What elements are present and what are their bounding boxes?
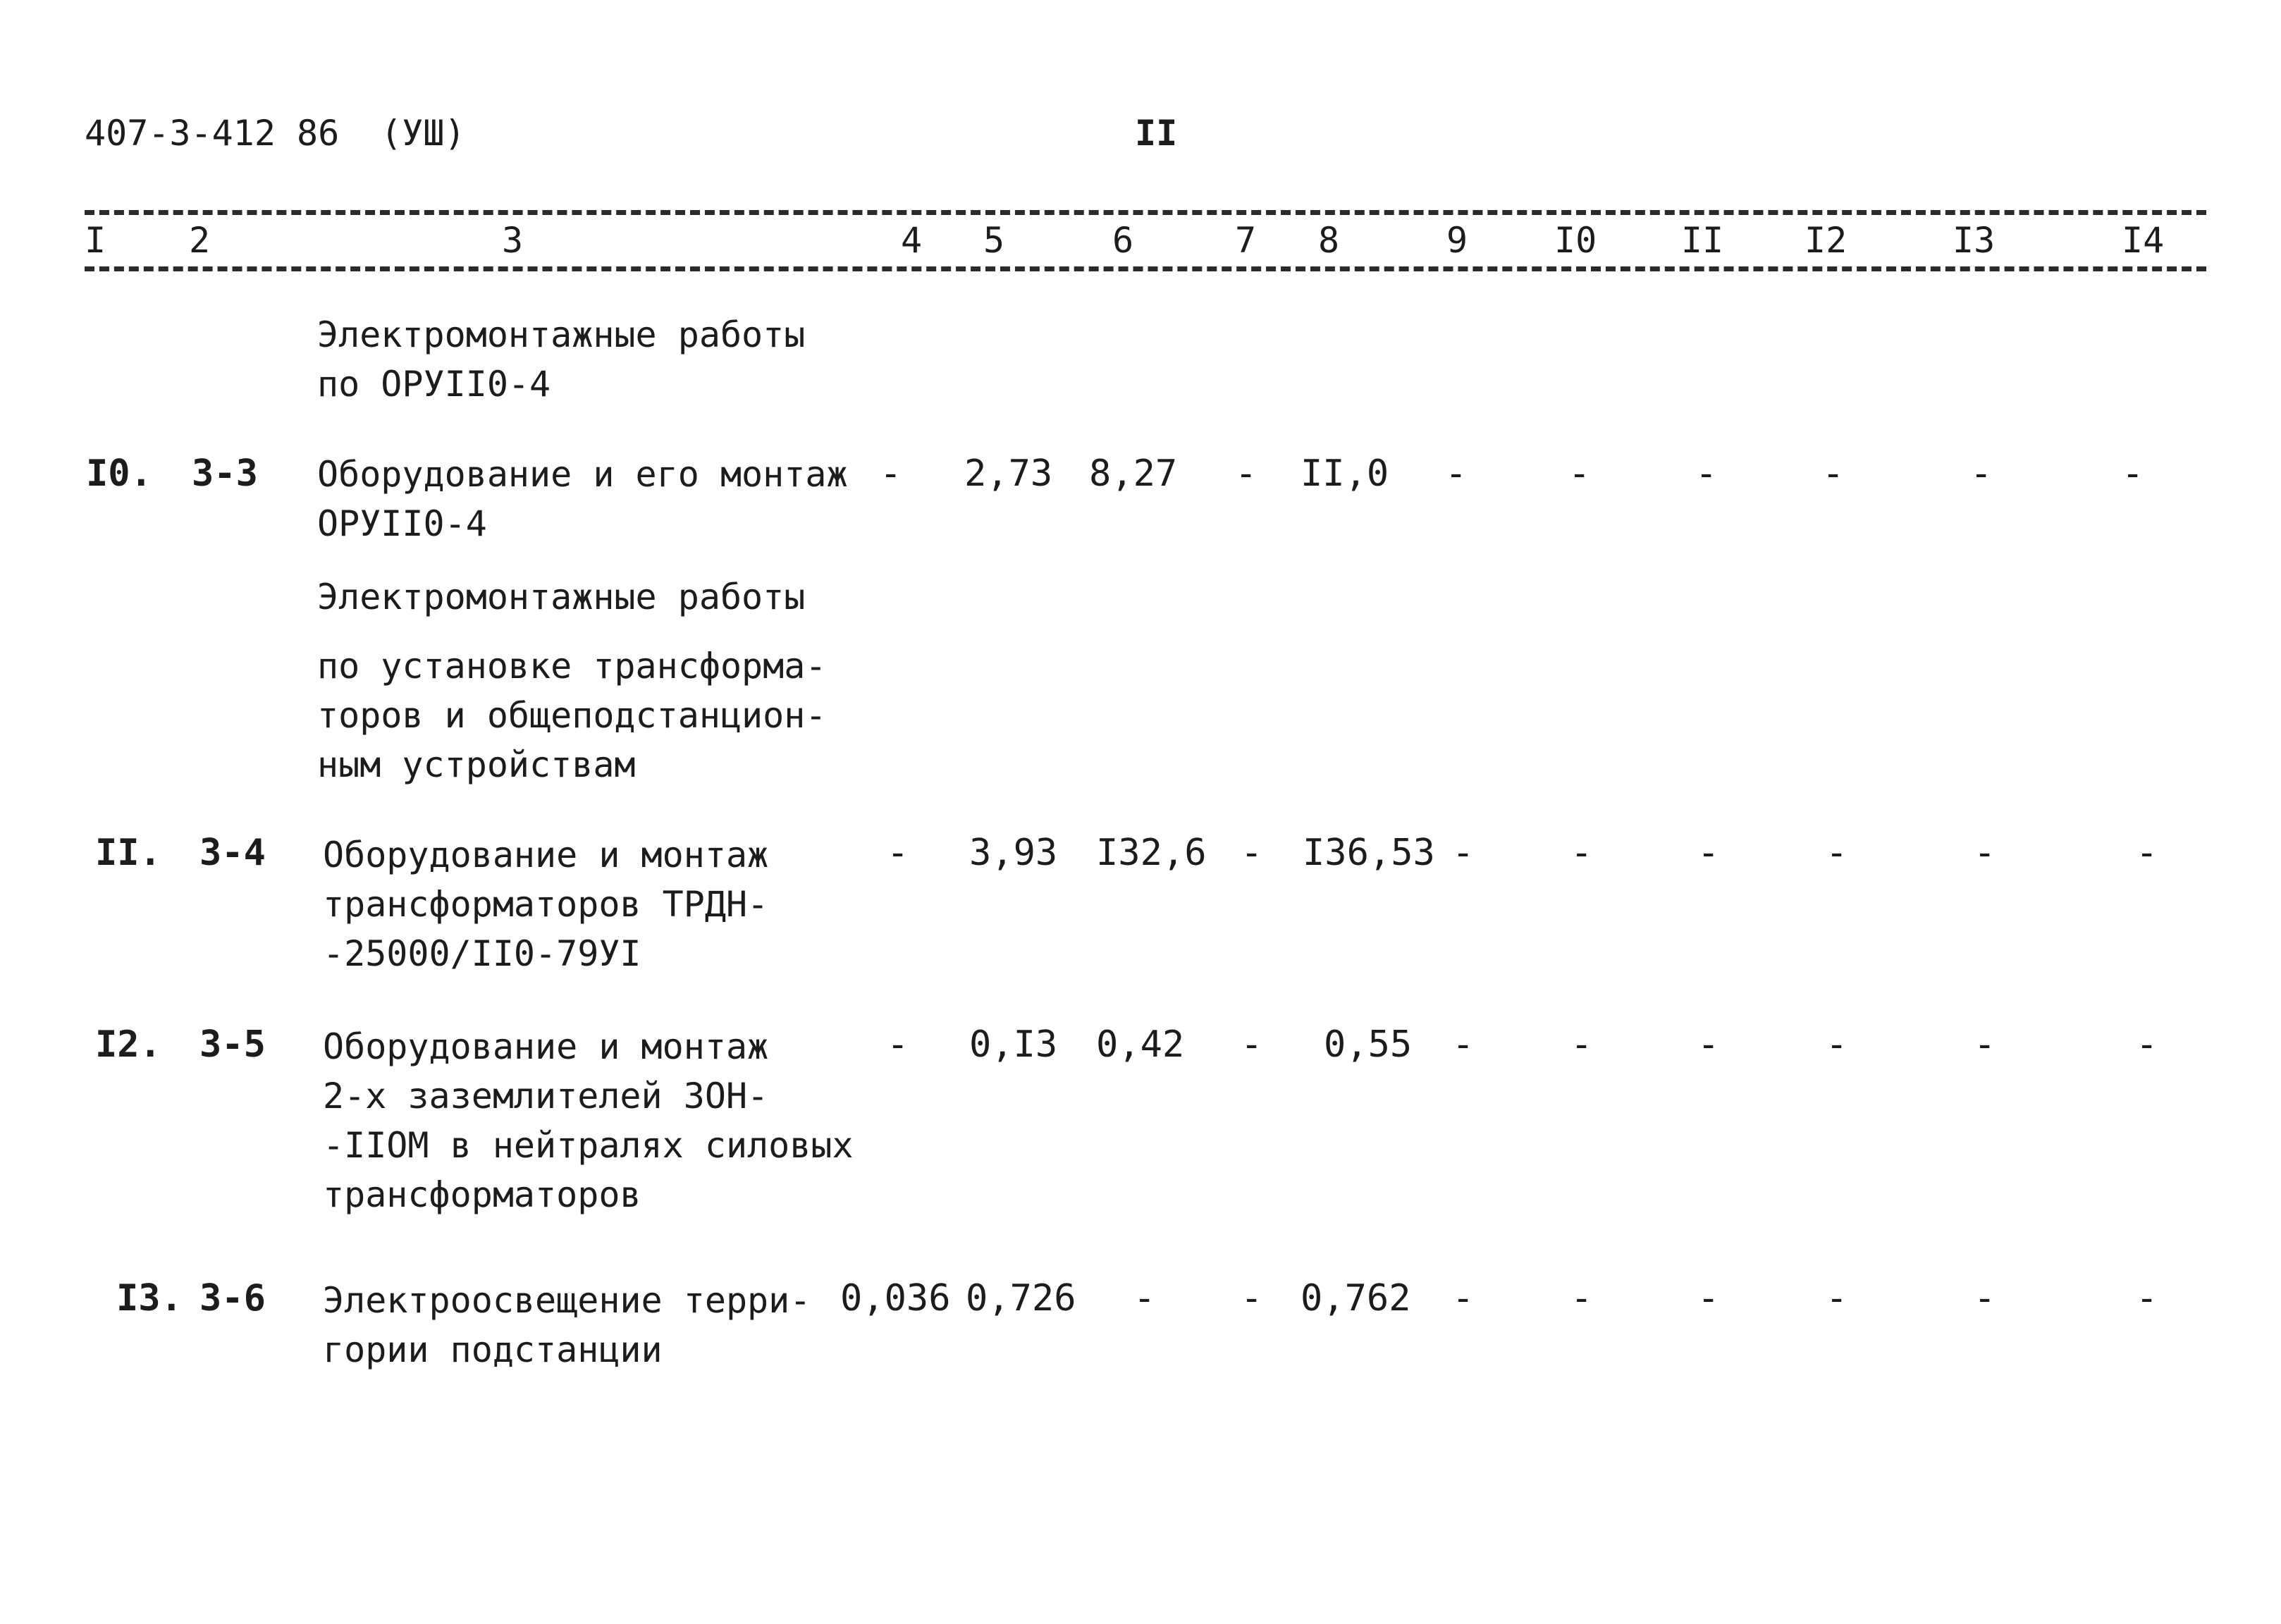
section-heading-line: Электромонтажные работы [317,314,806,355]
row-number: I0. [86,453,152,495]
column-number: 7 [1235,220,1257,261]
description-line: трансформаторов ТРДН- [323,884,769,925]
row-code: 3-4 [199,832,266,874]
section-heading-line: по ОРУII0-4 [317,364,551,405]
description-line: Оборудование и его монтаж [317,454,848,495]
cell-col6: 8,27 [1089,453,1178,495]
column-number: 2 [189,220,211,261]
section-heading-continuation [317,641,826,789]
row-number: I3. [116,1277,183,1320]
row-description [317,450,848,548]
description-line: -25000/II0-79УI [323,933,641,974]
column-number: 8 [1318,220,1340,261]
column-number: II [1681,220,1724,261]
cell-col6: - [1133,1277,1156,1320]
cell-col7: - [1241,1023,1263,1066]
cell-col9: - [1452,832,1475,874]
cell-col12: - [1826,1277,1848,1320]
description-line: гории подстанции [323,1329,663,1370]
cell-col5: 0,I3 [969,1023,1058,1066]
description-line: Оборудование и монтаж [323,1026,769,1067]
cell-col5: 3,93 [969,832,1058,874]
row-code: 3-5 [199,1023,266,1066]
cell-col5: 2,73 [964,453,1053,495]
row-number: I2. [95,1023,161,1066]
cell-col11: - [1697,1023,1720,1066]
cell-col6: I32,6 [1096,832,1207,874]
row-description [323,1022,854,1219]
column-number: I3 [1953,220,1996,261]
cell-col7: - [1235,453,1258,495]
cell-col10: - [1570,1023,1593,1066]
cell-col10: - [1568,453,1591,495]
section-heading [317,310,805,409]
cell-col9: - [1452,1023,1475,1066]
cell-col4: - [880,453,902,495]
page-number: II [1135,113,1178,154]
cell-col14: - [2122,453,2144,495]
column-number: 9 [1446,220,1468,261]
cell-col9: - [1445,453,1468,495]
column-number: I2 [1804,220,1847,261]
cell-col13: - [1970,453,1993,495]
cell-col12: - [1826,1023,1848,1066]
cell-col13: - [1974,832,1996,874]
description-line: 2-х заземлителей ЗОН- [323,1076,769,1116]
column-number: I [85,220,106,261]
cell-col9: - [1452,1277,1475,1320]
row-code: 3-6 [199,1277,266,1320]
cell-col10: - [1570,832,1593,874]
description-line: -IIОМ в нейтралях силовых [323,1125,854,1166]
row-description [323,830,768,978]
cell-col11: - [1695,453,1718,495]
cell-col10: - [1570,1277,1593,1320]
cell-col5: 0,726 [966,1277,1076,1320]
cell-col8: I36,53 [1303,832,1435,874]
cell-col14: - [2136,1023,2158,1066]
cell-col14: - [2136,1277,2158,1320]
cell-col11: - [1697,1277,1720,1320]
cell-col11: - [1697,832,1720,874]
sheet-mark: (УШ) [381,113,466,154]
column-number: I4 [2122,220,2165,261]
cell-col12: - [1822,453,1845,495]
description-line: Оборудование и монтаж [323,835,769,875]
row-description [323,1276,811,1374]
cell-col14: - [2136,832,2158,874]
document-code: 407-3-412 86 [85,113,340,154]
column-number: I0 [1554,220,1597,261]
table-header-top-rule [85,210,2206,215]
column-number: 6 [1112,220,1134,261]
description-line: ОРУII0-4 [317,503,487,544]
table-header-bottom-rule [85,266,2206,271]
cell-col8: 0,762 [1301,1277,1411,1320]
cell-col13: - [1974,1023,1996,1066]
cell-col4: - [887,1023,909,1066]
section-heading-line: по установке трансформа- [317,646,827,687]
section-heading-line: ным устройствам [317,744,636,785]
cell-col12: - [1826,832,1848,874]
column-number: 3 [502,220,524,261]
column-number: 5 [983,220,1005,261]
cell-col8: 0,55 [1324,1023,1413,1066]
cell-col4: 0,036 [840,1277,951,1320]
row-number: II. [95,832,161,874]
cell-col6: 0,42 [1096,1023,1185,1066]
section-heading-line: торов и общеподстанцион- [317,695,827,736]
section-heading: Электромонтажные работы [317,577,806,617]
cell-col4: - [887,832,909,874]
column-number: 4 [901,220,923,261]
cell-col7: - [1241,832,1263,874]
row-code: 3-3 [192,453,258,495]
description-line: трансформаторов [323,1174,641,1215]
description-line: Электроосвещение терри- [323,1280,811,1321]
cell-col8: II,0 [1301,453,1389,495]
cell-col7: - [1241,1277,1263,1320]
cell-col13: - [1974,1277,1996,1320]
